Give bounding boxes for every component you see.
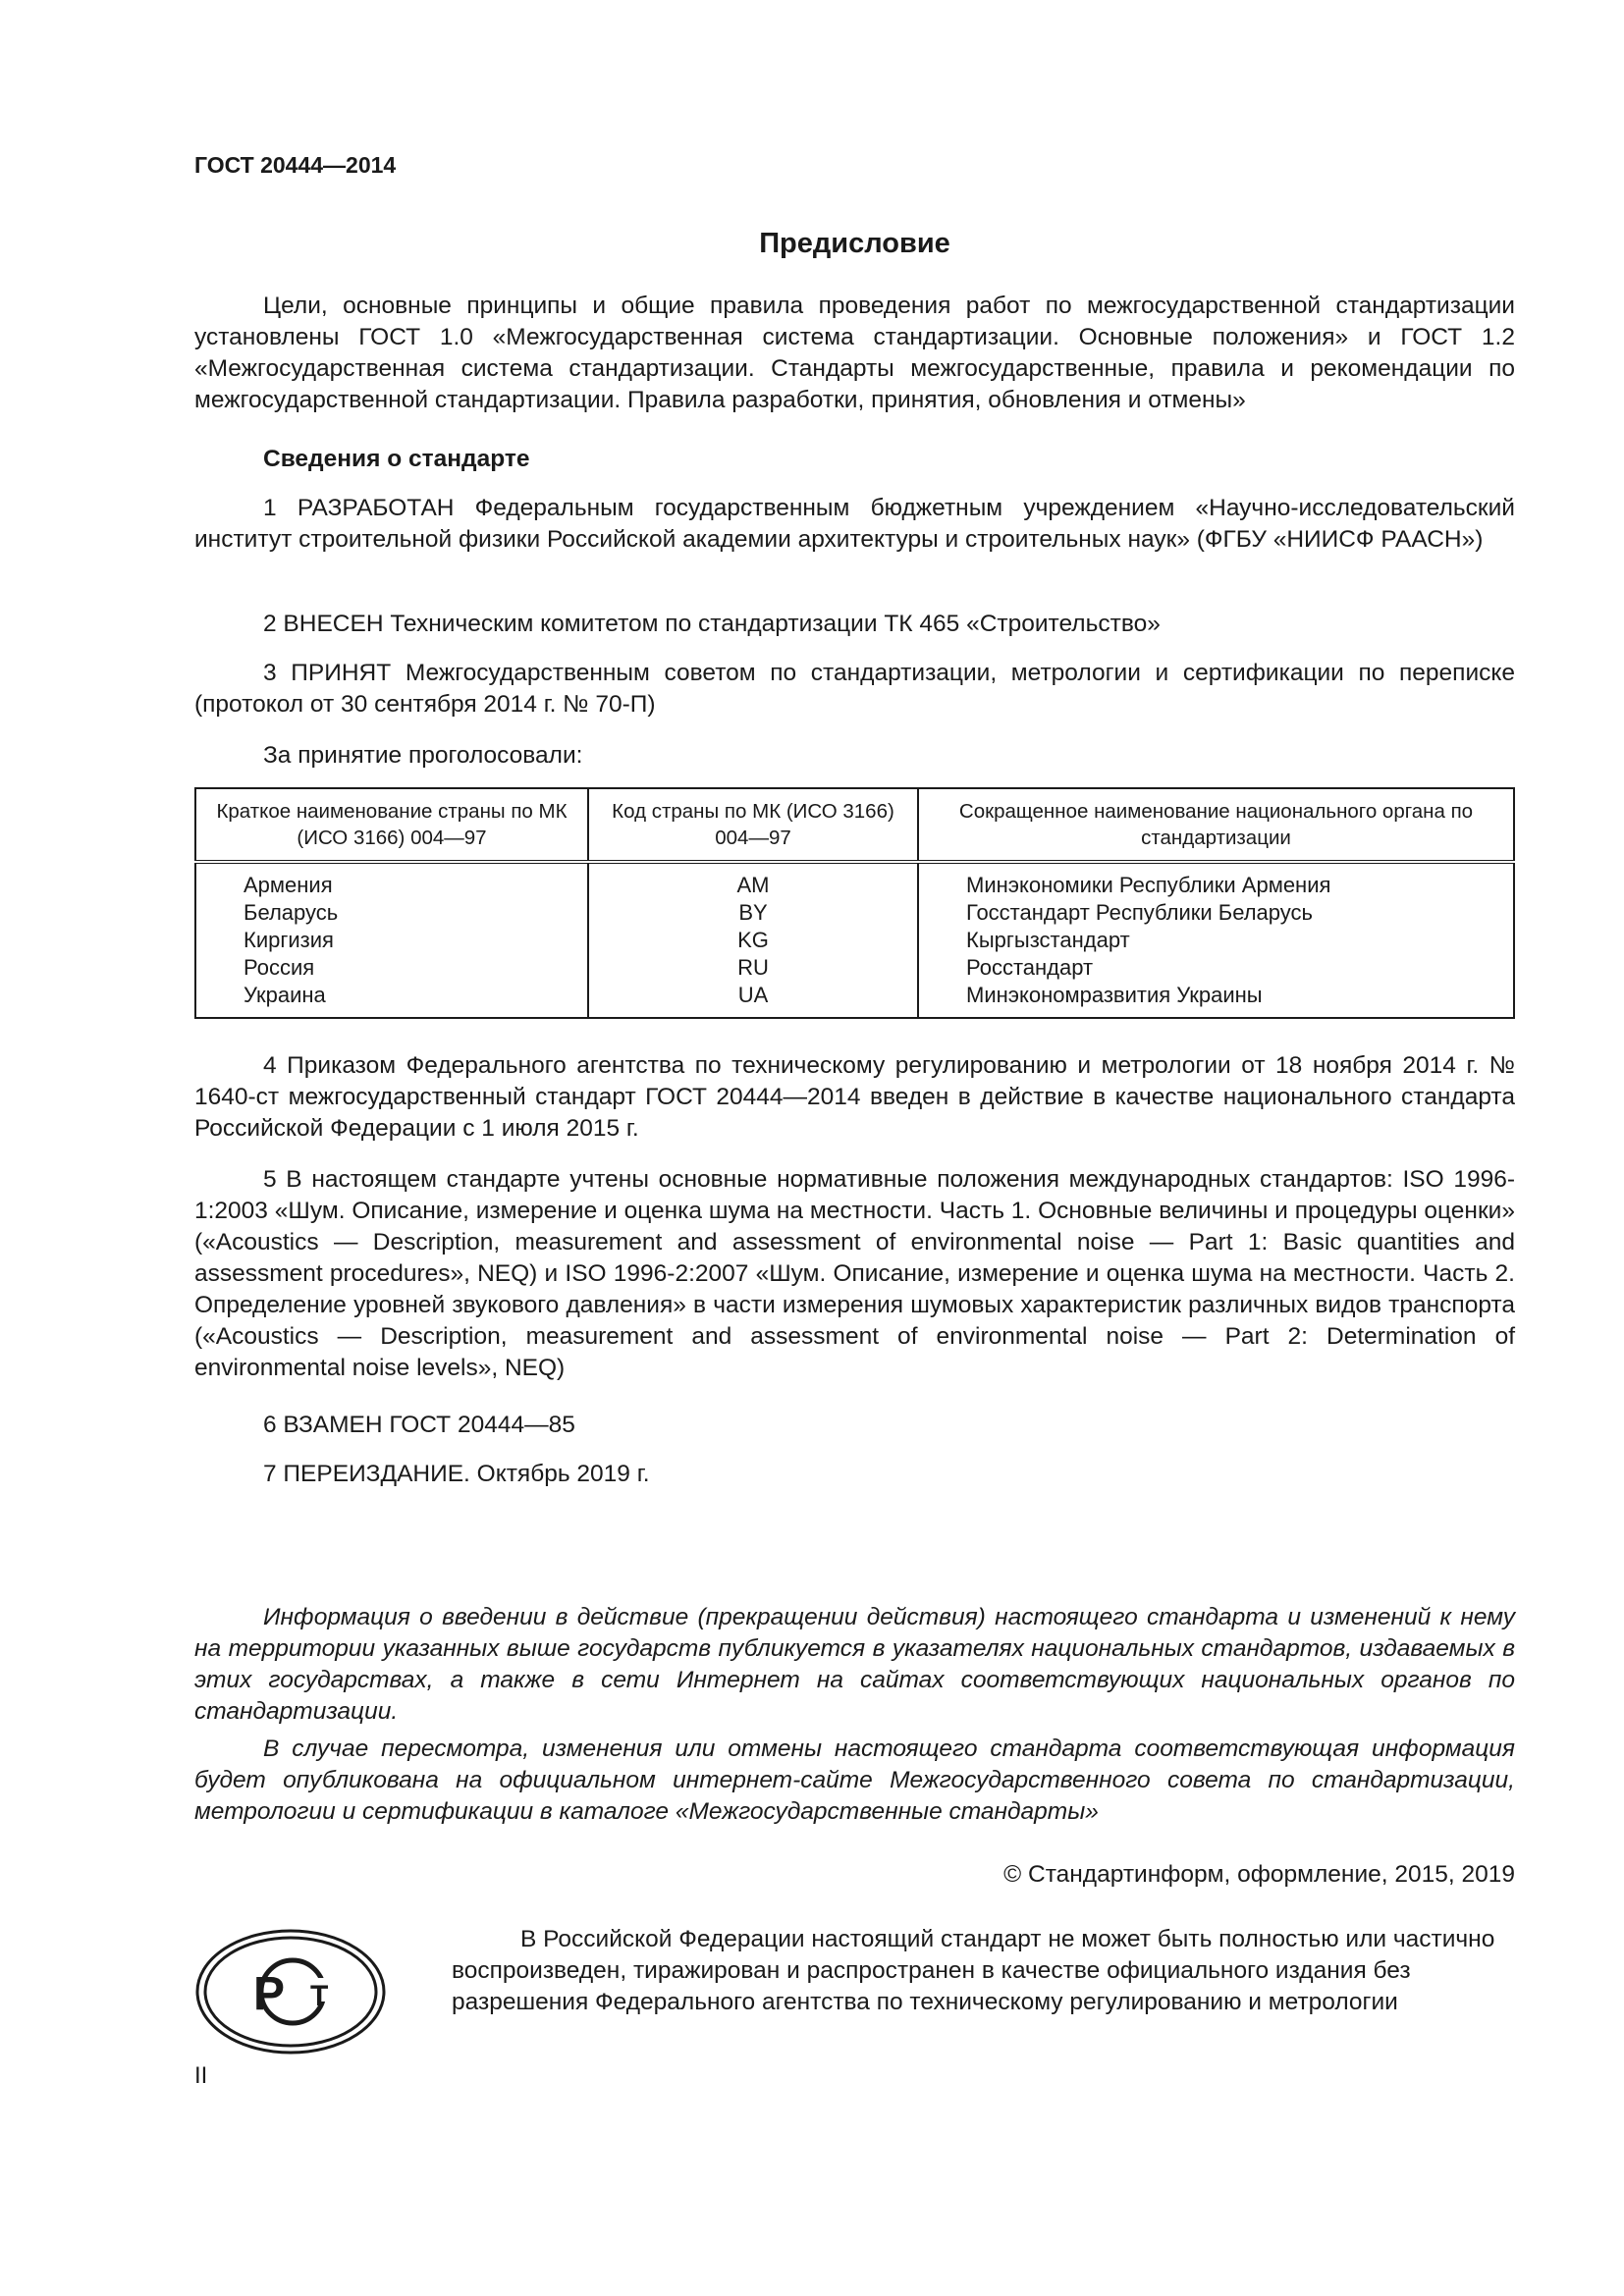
- item-developed: 1 РАЗРАБОТАН Федеральным государственным бюджетным учреждением «Научно-исследовательский институт строительной физики Российской академии архитектуры и строительных наук» (ФГБУ «НИИСФ РААСН»): [194, 495, 1515, 553]
- info-note-revision: В случае пересмотра, изменения или отмены настоящего стандарта соответствующая информация будет опубликована на официальном интернет-сайте Межгосударственного совета по стандартизации, метрологии и сертификации в каталоге «Межгосударственные стандарты»: [194, 1735, 1515, 1825]
- col-country-name: Краткое наименование страны по МК (ИСО 3166) 004—97: [195, 788, 588, 862]
- country-code: AM: [588, 862, 918, 899]
- standards-body: Минэкономики Республики Армения: [918, 862, 1514, 899]
- voting-table: [194, 787, 1515, 1019]
- country-name: Киргизия: [195, 927, 588, 954]
- item-submitted: 2 ВНЕСЕН Техническим комитетом по стандартизации ТК 465 «Строительство»: [263, 611, 1161, 637]
- item-adopted: 3 ПРИНЯТ Межгосударственным советом по стандартизации, метрологии и сертификации по переписке (протокол от 30 сентября 2014 г. № 70-П): [194, 660, 1515, 718]
- document-code: ГОСТ 20444—2014: [194, 152, 397, 178]
- table-row: [195, 899, 1514, 927]
- country-code: KG: [588, 927, 918, 954]
- info-heading: Сведения о стандарте: [263, 446, 530, 472]
- country-name: Армения: [195, 862, 588, 899]
- standards-body: Госстандарт Республики Беларусь: [918, 899, 1514, 927]
- table-row: [195, 927, 1514, 954]
- item-replaces: 6 ВЗАМЕН ГОСТ 20444—85: [263, 1412, 575, 1438]
- table-row: [195, 862, 1514, 899]
- intro-paragraph: Цели, основные принципы и общие правила проведения работ по межгосударственной стандартизации установлены ГОСТ 1.0 «Межгосударственная система стандартизации. Основные положения» и ГОСТ 1.2 «Межгосударственная система стандартизации. Стандарты межгосударственные, правила и рекомендации по межгосударственной стандартизации. Правила разработки, принятия, обновления и отмены»: [194, 293, 1515, 413]
- table-header-row: [195, 788, 1514, 862]
- country-code: BY: [588, 899, 918, 927]
- vote-intro: За принятие проголосовали:: [263, 742, 583, 769]
- page-number: II: [194, 2062, 208, 2089]
- rst-certification-mark-icon: [194, 1927, 387, 2056]
- logo-letter-r: Р: [253, 1968, 286, 2020]
- standards-body: Минэкономразвития Украины: [918, 982, 1514, 1018]
- table-row: [195, 982, 1514, 1018]
- page-title: Предисловие: [759, 228, 950, 259]
- copyright-line: © Стандартинформ, оформление, 2015, 2019: [1003, 1861, 1515, 1888]
- item-reissue: 7 ПЕРЕИЗДАНИЕ. Октябрь 2019 г.: [263, 1461, 650, 1487]
- country-name: Беларусь: [195, 899, 588, 927]
- country-code: UA: [588, 982, 918, 1018]
- col-country-code: Код страны по МК (ИСО 3166) 004—97: [588, 788, 918, 862]
- col-standards-body: Сокращенное наименование национального органа по стандартизации: [918, 788, 1514, 862]
- reproduction-notice: В Российской Федерации настоящий стандарт не может быть полностью или частично воспроизведен, тиражирован и распространен в качестве официального издания без разрешения Федерального агентства по техническому регулированию и метрологии: [452, 1926, 1495, 2015]
- info-note-enactment: Информация о введении в действие (прекращении действия) настоящего стандарта и изменений к нему на территории указанных выше государств публикуется в указателях национальных стандартов, издаваемых в этих государствах, а также в сети Интернет на сайтах соответствующих национальных органов по стандартизации.: [194, 1604, 1515, 1725]
- country-code: RU: [588, 954, 918, 982]
- standards-body: Кыргызстандарт: [918, 927, 1514, 954]
- country-name: Россия: [195, 954, 588, 982]
- standards-body: Росстандарт: [918, 954, 1514, 982]
- item-international-standards: 5 В настоящем стандарте учтены основные нормативные положения международных стандартов: ISO 1996-1:2003 «Шум. Описание, измерение и оценка шума на местности. Часть 1. Основные величины и процедуры оценки» («Acoustics — Description, measurement and assessment of environmental noise — Part 1: Basic quantities and assessment procedures», NEQ) и ISO 1996-2:2007 «Шум. Описание, измерение и оценка шума на местности. Часть 2. Определение уровней звукового давления» в части измерения шумовых характеристик различных видов транспорта («Acoustics — Description, measurement and assessment of environmental noise — Part 2: Determination of environmental noise levels», NEQ): [194, 1166, 1515, 1381]
- logo-letter-t: Т: [310, 1980, 329, 2012]
- country-name: Украина: [195, 982, 588, 1018]
- item-enacted: 4 Приказом Федерального агентства по техническому регулированию и метрологии от 18 ноября 2014 г. № 1640-ст межгосударственный стандарт ГОСТ 20444—2014 введен в действие в качестве национального стандарта Российской Федерации с 1 июля 2015 г.: [194, 1052, 1515, 1142]
- table-row: [195, 954, 1514, 982]
